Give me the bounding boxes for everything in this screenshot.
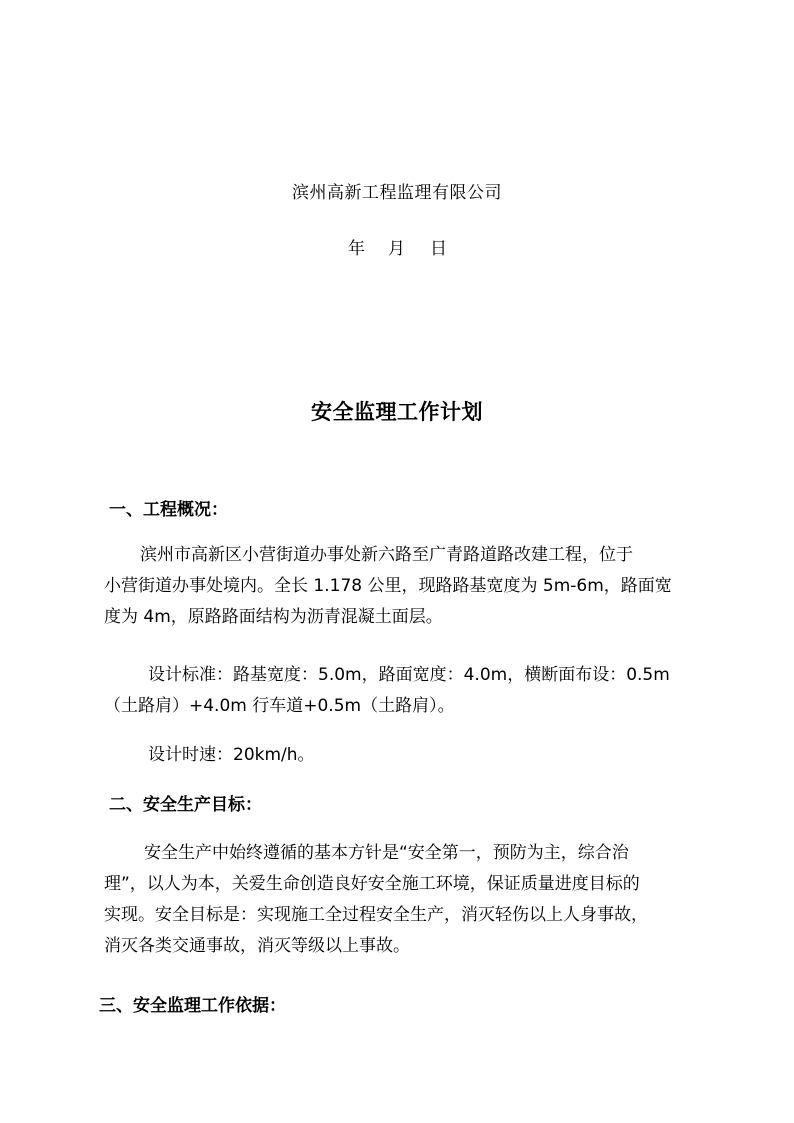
paragraph-line: 消灭各类交通事故，消灭等级以上事故。 (104, 936, 410, 956)
paragraph-line: 实现。安全目标是：实现施工全过程安全生产，消灭轻伤以上人身事故， (104, 905, 648, 925)
date-month-label: 月 (388, 239, 405, 259)
paragraph-line: 设计标准：路基宽度：5.0m，路面宽度：4.0m，横断面布设：0.5m (148, 665, 670, 685)
company-name: 滨州高新工程监理有限公司 (292, 183, 502, 203)
section-heading-basis: 三、安全监理工作依据： (99, 996, 286, 1016)
date-line (348, 236, 458, 262)
paragraph-line: 滨州市高新区小营街道办事处新六路至广青路道路改建工程，位于 (140, 545, 633, 565)
date-day-label: 日 (430, 239, 447, 259)
paragraph-line: 理”，以人为本，关爱生命创造良好安全施工环境，保证质量进度目标的 (104, 874, 640, 894)
paragraph-overview (104, 540, 694, 633)
paragraph-design-standard (104, 660, 694, 722)
paragraph-safety-goal (104, 838, 694, 962)
date-year-label: 年 (348, 239, 365, 259)
paragraph-line: 安全生产中始终遵循的基本方针是“安全第一，预防为主，综合治 (144, 843, 629, 863)
paragraph-line: （土路肩）+4.0m 行车道+0.5m（土路肩）。 (104, 696, 455, 716)
paragraph-line: 度为 4m，原路路面结构为沥青混凝土面层。 (104, 607, 443, 627)
section-heading-overview: 一、工程概况： (109, 500, 228, 520)
document-title: 安全监理工作计划 (311, 400, 483, 424)
paragraph-line: 小营街道办事处境内。全长 1.178 公里，现路路基宽度为 5m-6m，路面宽 (104, 576, 672, 596)
section-heading-safety-goal: 二、安全生产目标： (109, 795, 262, 815)
paragraph-design-speed (104, 740, 694, 771)
paragraph-line: 设计时速：20km/h。 (148, 745, 315, 765)
